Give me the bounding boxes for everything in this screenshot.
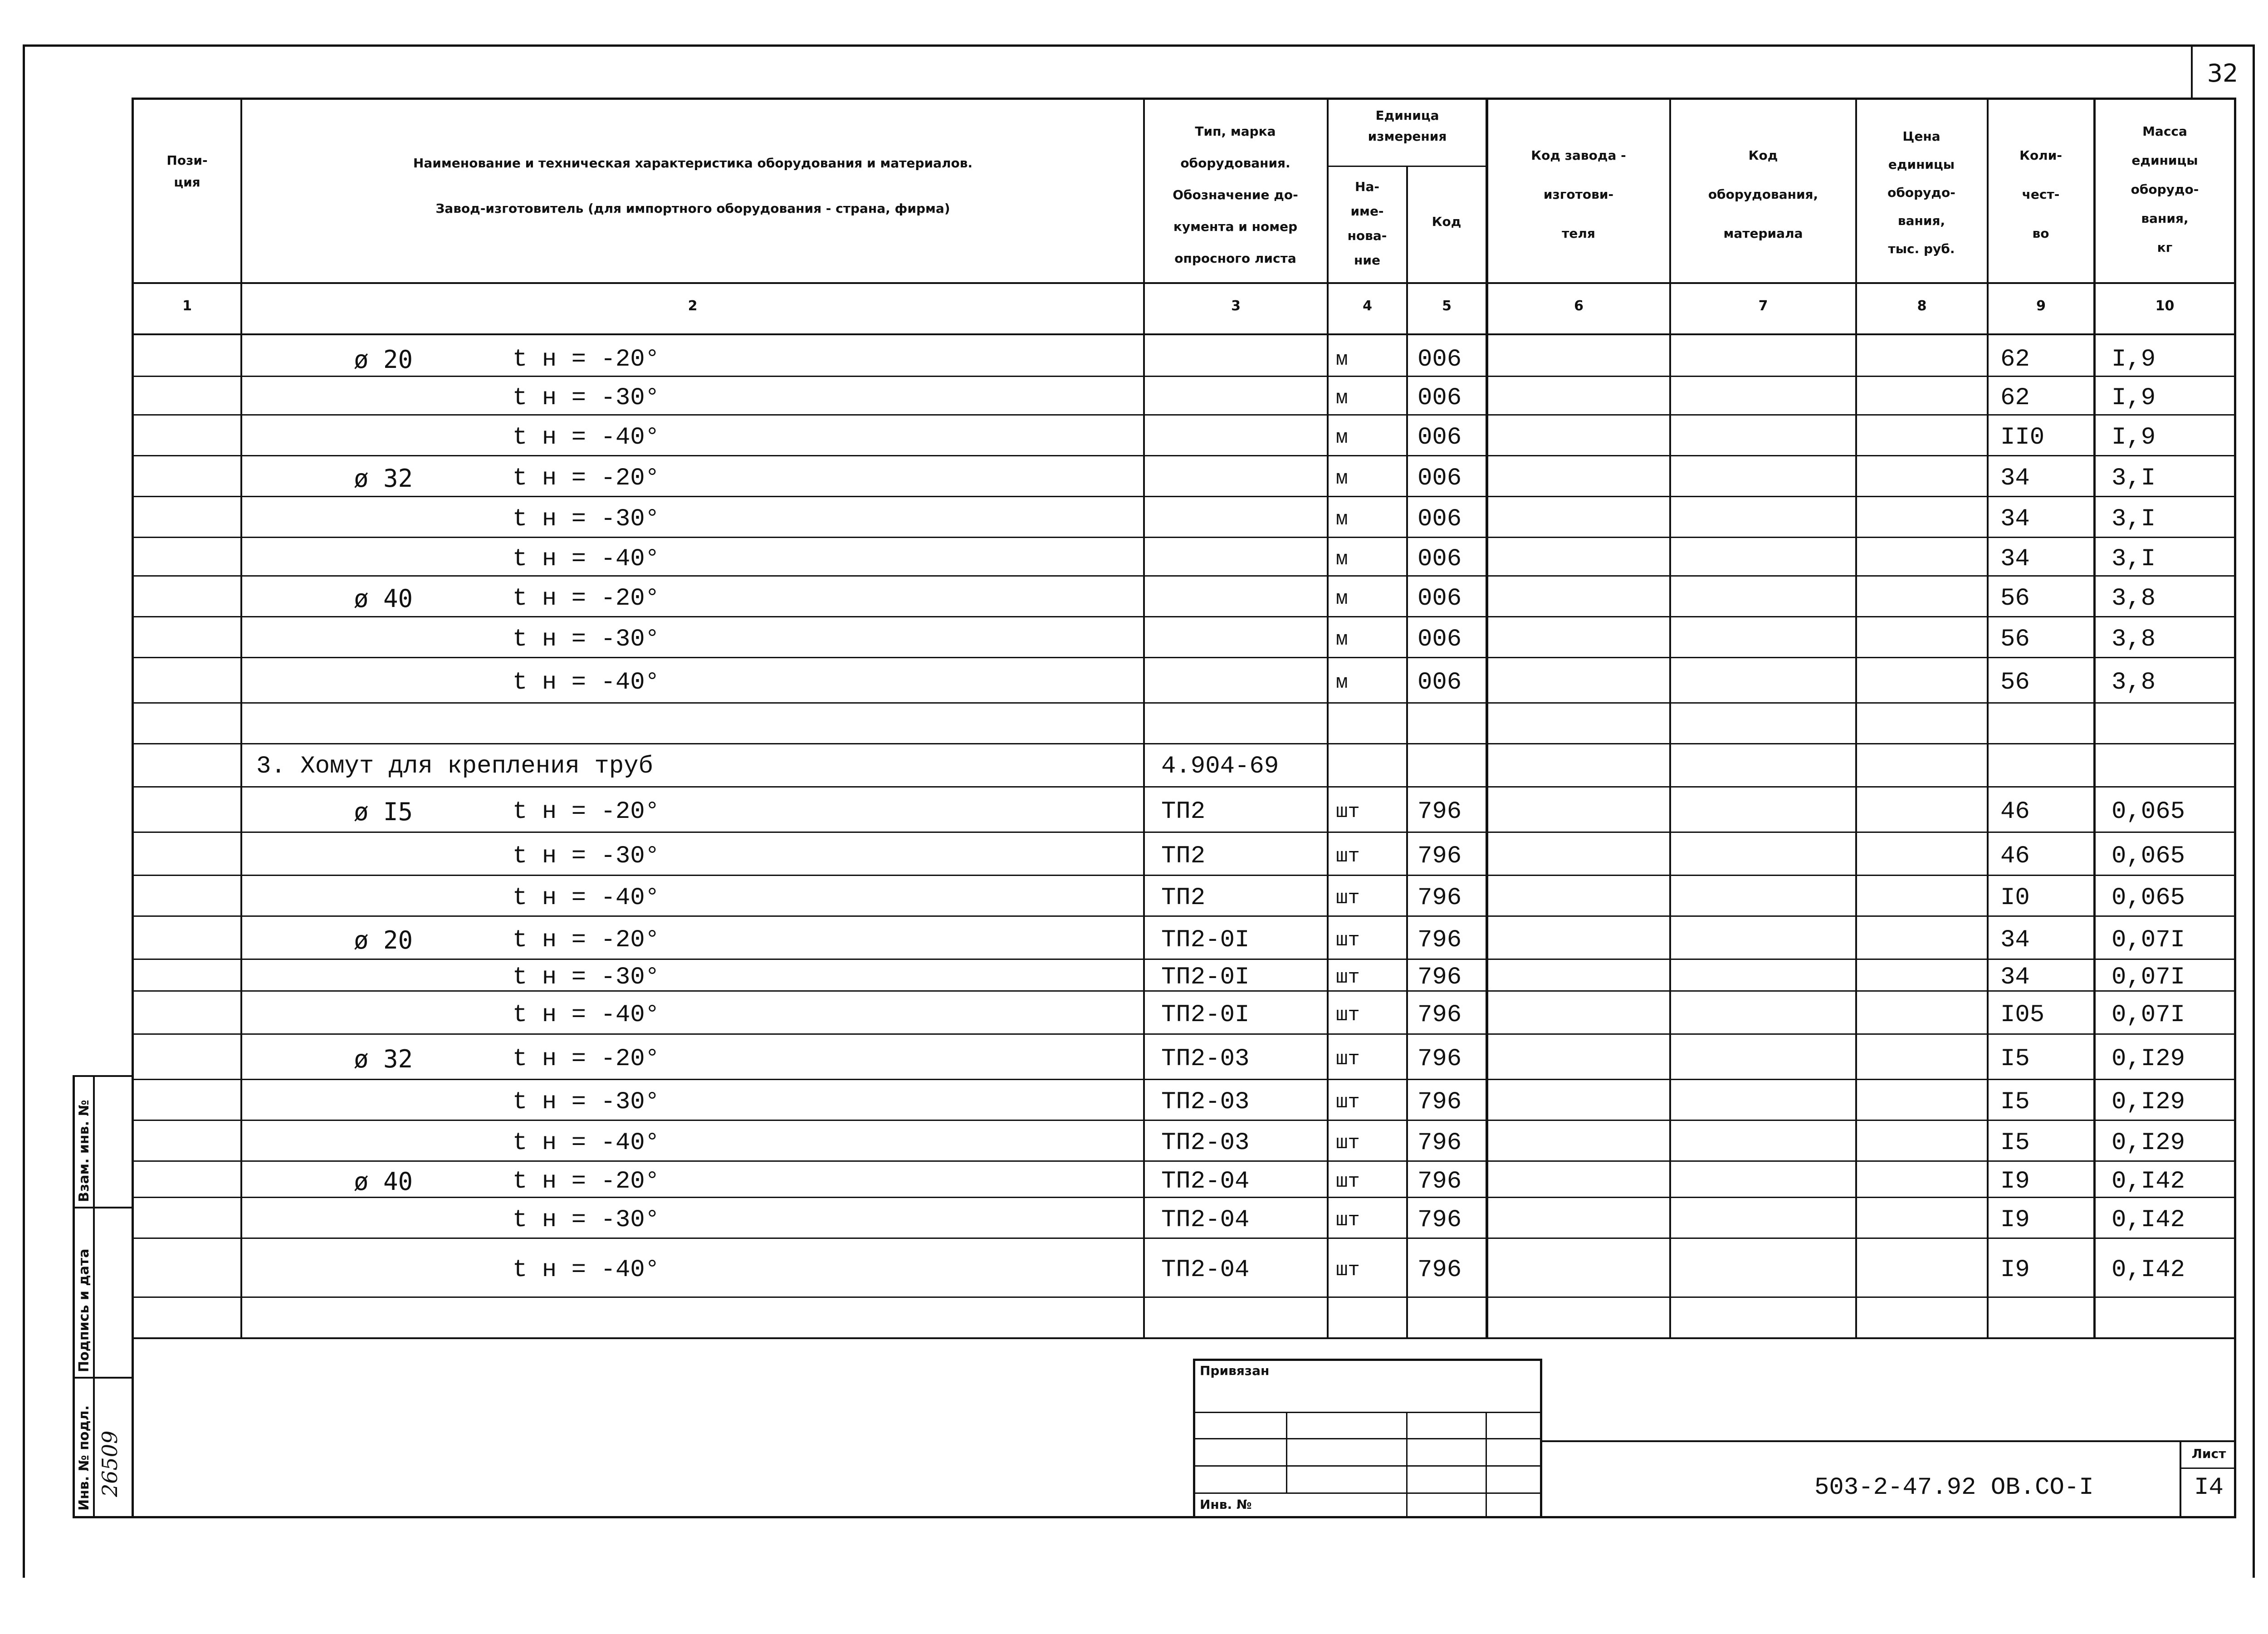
cell-temp: t н = -20°	[513, 345, 660, 373]
inv-no-label: Инв. №	[1200, 1497, 1252, 1512]
cell-type: ТП2-0I	[1161, 1001, 1250, 1029]
cell-unit: шт	[1336, 1091, 1360, 1114]
cell-unit: шт	[1336, 1003, 1360, 1027]
cell-unit: шт	[1336, 1132, 1360, 1155]
cell-qty: I5	[2000, 1088, 2030, 1116]
cell-diam: ø 40	[354, 1167, 413, 1196]
col-header-7: Код оборудования, материала	[1708, 148, 1818, 241]
cell-qty: I05	[2000, 1001, 2045, 1029]
cell-unit: шт	[1336, 1259, 1360, 1282]
privyazan-label: Привязан	[1200, 1363, 1270, 1378]
cell-code: 006	[1418, 345, 1462, 373]
col-num-2: 2	[688, 298, 698, 314]
tb-row1	[1193, 1412, 1542, 1413]
cell-code: 796	[1418, 1129, 1462, 1157]
unit-group-header: Единица измерения	[1368, 108, 1447, 144]
cell-mass: I,9	[2112, 384, 2156, 412]
cell-unit: шт	[1336, 1048, 1360, 1071]
cell-temp: t н = -30°	[513, 1206, 660, 1234]
tb-col1	[1286, 1412, 1287, 1492]
cell-type: ТП2	[1161, 842, 1206, 870]
cell-type: ТП2-04	[1161, 1256, 1250, 1284]
cell-code: 796	[1418, 1088, 1462, 1116]
cell-unit: шт	[1336, 929, 1360, 952]
col-num-9: 9	[2036, 298, 2046, 314]
cell-unit: шт	[1336, 1209, 1360, 1232]
table-row	[134, 338, 2234, 377]
col-num-10: 10	[2155, 298, 2175, 314]
table-row	[134, 703, 2234, 744]
cell-mass: I,9	[2112, 345, 2156, 373]
cell-type: ТП2-03	[1161, 1129, 1250, 1157]
cell-diam: ø 40	[354, 584, 413, 613]
cell-code: 006	[1418, 384, 1462, 412]
tb-col2	[1406, 1412, 1408, 1518]
cell-mass: 3,8	[2112, 669, 2156, 696]
cell-diam: ø I5	[354, 797, 413, 826]
cell-type: ТП2-0I	[1161, 926, 1250, 954]
cell-code: 796	[1418, 798, 1462, 826]
document-designation: 503-2-47.92 ОВ.СО-I	[1814, 1474, 2094, 1502]
handwritten-inv-number: 26509	[98, 1430, 122, 1497]
col-num-1: 1	[182, 298, 192, 314]
cell-unit: шт	[1336, 801, 1360, 823]
cell-qty: 56	[2000, 669, 2030, 696]
side-label-inv-podl: Инв. № подл.	[76, 1405, 92, 1511]
cell-temp: t н = -40°	[513, 1129, 660, 1157]
cell-code: 006	[1418, 585, 1462, 612]
cell-type: ТП2-0I	[1161, 964, 1250, 991]
cell-mass: 0,I42	[2112, 1168, 2185, 1195]
cell-temp: t н = -20°	[513, 926, 660, 954]
tb-row2	[1193, 1438, 1542, 1439]
cell-temp: t н = -40°	[513, 1001, 660, 1029]
col-header-3: Тип, марка оборудования. Обозначение до- кумента и номер опросного листа	[1173, 124, 1298, 266]
cell-diam: ø 20	[354, 925, 413, 954]
cell-qty: 34	[2000, 505, 2030, 533]
cell-code: 796	[1418, 1001, 1462, 1029]
outer-frame-right	[2253, 44, 2255, 1578]
cell-temp: t н = -40°	[513, 424, 660, 451]
cell-qty: 56	[2000, 626, 2030, 653]
side-stamp-left	[73, 1075, 75, 1518]
cell-temp: t н = -30°	[513, 1088, 660, 1116]
col-header-8: Цена единицы оборудо- вания, тыс. руб.	[1887, 129, 1955, 256]
table-row	[134, 617, 2234, 658]
side-stamp-sep1	[73, 1207, 134, 1208]
tb-top	[1193, 1359, 1542, 1361]
table-top	[132, 98, 2236, 100]
cell-unit: м	[1336, 548, 1348, 571]
list-box-left	[2180, 1440, 2181, 1517]
cell-mass: 0,07I	[2112, 964, 2185, 991]
cell-qty: 34	[2000, 964, 2030, 991]
col-header-2: Наименование и техническая характеристика оборудования и материалов. Завод-изготовитель (для импортного оборудования - страна, фирма)	[413, 156, 973, 216]
cell-code: 006	[1418, 626, 1462, 653]
cell-temp: t н = -30°	[513, 505, 660, 533]
col-num-7: 7	[1758, 298, 1768, 314]
cell-type: ТП2-03	[1161, 1088, 1250, 1116]
col-header-1: Пози- ция	[166, 153, 208, 190]
cell-temp: t н = -30°	[513, 964, 660, 991]
col-num-3: 3	[1231, 298, 1241, 314]
cell-qty: I5	[2000, 1045, 2030, 1073]
cell-temp: t н = -20°	[513, 798, 660, 826]
col-header-9: Коли- чест- во	[2019, 148, 2062, 241]
cell-code: 796	[1418, 1168, 1462, 1195]
cell-qty: II0	[2000, 424, 2045, 451]
cell-type: ТП2-04	[1161, 1168, 1250, 1195]
cell-unit: шт	[1336, 845, 1360, 868]
cell-unit: м	[1336, 467, 1348, 490]
col-header-4: На- име- нова- ние	[1347, 179, 1387, 268]
cell-mass: 0,I42	[2112, 1206, 2185, 1234]
header-rule	[132, 282, 2236, 284]
cell-qty: 34	[2000, 926, 2030, 954]
colnum-rule	[132, 333, 2236, 335]
list-label: Лист	[2191, 1446, 2226, 1461]
side-stamp-top	[73, 1075, 134, 1077]
cell-temp: t н = -30°	[513, 626, 660, 653]
table-row	[134, 377, 2234, 415]
table-row	[134, 576, 2234, 617]
section-doc: 4.904-69	[1161, 753, 1279, 780]
cell-qty: I9	[2000, 1206, 2030, 1234]
cell-mass: 3,8	[2112, 585, 2156, 612]
col-header-6: Код завода - изготови- теля	[1531, 148, 1626, 241]
cell-temp: t н = -30°	[513, 384, 660, 412]
cell-type: ТП2-03	[1161, 1045, 1250, 1073]
cell-unit: м	[1336, 628, 1348, 651]
cell-temp: t н = -20°	[513, 465, 660, 492]
cell-mass: 0,065	[2112, 842, 2185, 870]
col-header-10: Масса единицы оборудо- вания, кг	[2131, 124, 2199, 255]
table-row	[134, 1297, 2234, 1338]
table-row	[134, 415, 2234, 456]
cell-temp: t н = -20°	[513, 585, 660, 612]
cell-qty: 62	[2000, 345, 2030, 373]
cell-unit: шт	[1336, 1170, 1360, 1193]
cell-mass: 0,07I	[2112, 1001, 2185, 1029]
cell-diam: ø 20	[354, 345, 413, 374]
cell-qty: 62	[2000, 384, 2030, 412]
cell-code: 796	[1418, 842, 1462, 870]
cell-type: ТП2	[1161, 884, 1206, 912]
cell-code: 796	[1418, 884, 1462, 912]
cell-qty: 34	[2000, 465, 2030, 492]
cell-mass: 0,07I	[2112, 926, 2185, 954]
cell-code: 796	[1418, 964, 1462, 991]
cell-mass: 3,I	[2112, 465, 2156, 492]
cell-unit: шт	[1336, 966, 1360, 989]
table-row	[134, 497, 2234, 538]
side-label-vzam: Взам. инв. №	[76, 1100, 92, 1202]
outer-frame-top	[23, 44, 2254, 47]
cell-type: ТП2-04	[1161, 1206, 1250, 1234]
table-row	[134, 658, 2234, 703]
cell-qty: I5	[2000, 1129, 2030, 1157]
cell-unit: м	[1336, 508, 1348, 531]
cell-temp: t н = -40°	[513, 669, 660, 696]
tb-row4	[1193, 1492, 1542, 1494]
cell-qty: I9	[2000, 1256, 2030, 1284]
cell-qty: 46	[2000, 798, 2030, 826]
cell-type: ТП2	[1161, 798, 1206, 826]
cell-unit: м	[1336, 426, 1348, 449]
cell-qty: 56	[2000, 585, 2030, 612]
cell-mass: 0,065	[2112, 798, 2185, 826]
col-num-5: 5	[1442, 298, 1452, 314]
cell-unit: шт	[1336, 887, 1360, 910]
col-num-6: 6	[1574, 298, 1584, 314]
table-row	[134, 456, 2234, 497]
cell-code: 796	[1418, 926, 1462, 954]
list-value: I4	[2194, 1474, 2224, 1502]
cell-code: 006	[1418, 424, 1462, 451]
sheet-number: 32	[2207, 59, 2239, 88]
tb-col3	[1486, 1412, 1487, 1518]
cell-mass: 3,8	[2112, 626, 2156, 653]
cell-temp: t н = -20°	[513, 1045, 660, 1073]
cell-qty: I0	[2000, 884, 2030, 912]
cell-unit: м	[1336, 386, 1348, 410]
cell-mass: 0,I29	[2112, 1088, 2185, 1116]
cell-mass: 0,I42	[2112, 1256, 2185, 1284]
cell-temp: t н = -40°	[513, 884, 660, 912]
table-bottom	[73, 1516, 2236, 1518]
cell-mass: 0,I29	[2112, 1045, 2185, 1073]
cell-mass: 3,I	[2112, 505, 2156, 533]
cell-qty: 34	[2000, 545, 2030, 573]
cell-temp: t н = -20°	[513, 1168, 660, 1195]
cell-code: 796	[1418, 1206, 1462, 1234]
section-title: 3. Хомут для крепления труб	[256, 753, 653, 780]
cell-code: 006	[1418, 545, 1462, 573]
cell-code: 006	[1418, 669, 1462, 696]
cell-code: 796	[1418, 1256, 1462, 1284]
cell-diam: ø 32	[354, 464, 413, 493]
cell-code: 006	[1418, 505, 1462, 533]
tb-main-top	[1540, 1440, 2236, 1442]
cell-code: 006	[1418, 465, 1462, 492]
tb-row3	[1193, 1465, 1542, 1467]
col-num-4: 4	[1363, 298, 1372, 314]
cell-qty: I9	[2000, 1168, 2030, 1195]
table-right	[2234, 98, 2236, 1517]
cell-temp: t н = -30°	[513, 842, 660, 870]
cell-mass: 0,I29	[2112, 1129, 2185, 1157]
cell-temp: t н = -40°	[513, 1256, 660, 1284]
side-stamp-mid	[93, 1075, 95, 1518]
cell-diam: ø 32	[354, 1045, 413, 1073]
cell-unit: м	[1336, 671, 1348, 694]
side-label-podpis: Подпись и дата	[76, 1248, 92, 1372]
cell-qty: 46	[2000, 842, 2030, 870]
side-stamp-sep2	[73, 1377, 134, 1379]
col-num-8: 8	[1917, 298, 1927, 314]
cell-mass: 0,065	[2112, 884, 2185, 912]
col-header-5: Код	[1432, 214, 1461, 229]
cell-mass: 3,I	[2112, 545, 2156, 573]
cell-temp: t н = -40°	[513, 545, 660, 573]
cell-unit: м	[1336, 348, 1348, 371]
table-row	[134, 538, 2234, 576]
cell-mass: I,9	[2112, 424, 2156, 451]
outer-frame-left	[23, 44, 25, 1578]
list-box-sep	[2180, 1468, 2236, 1469]
cell-unit: м	[1336, 587, 1348, 610]
cell-code: 796	[1418, 1045, 1462, 1073]
